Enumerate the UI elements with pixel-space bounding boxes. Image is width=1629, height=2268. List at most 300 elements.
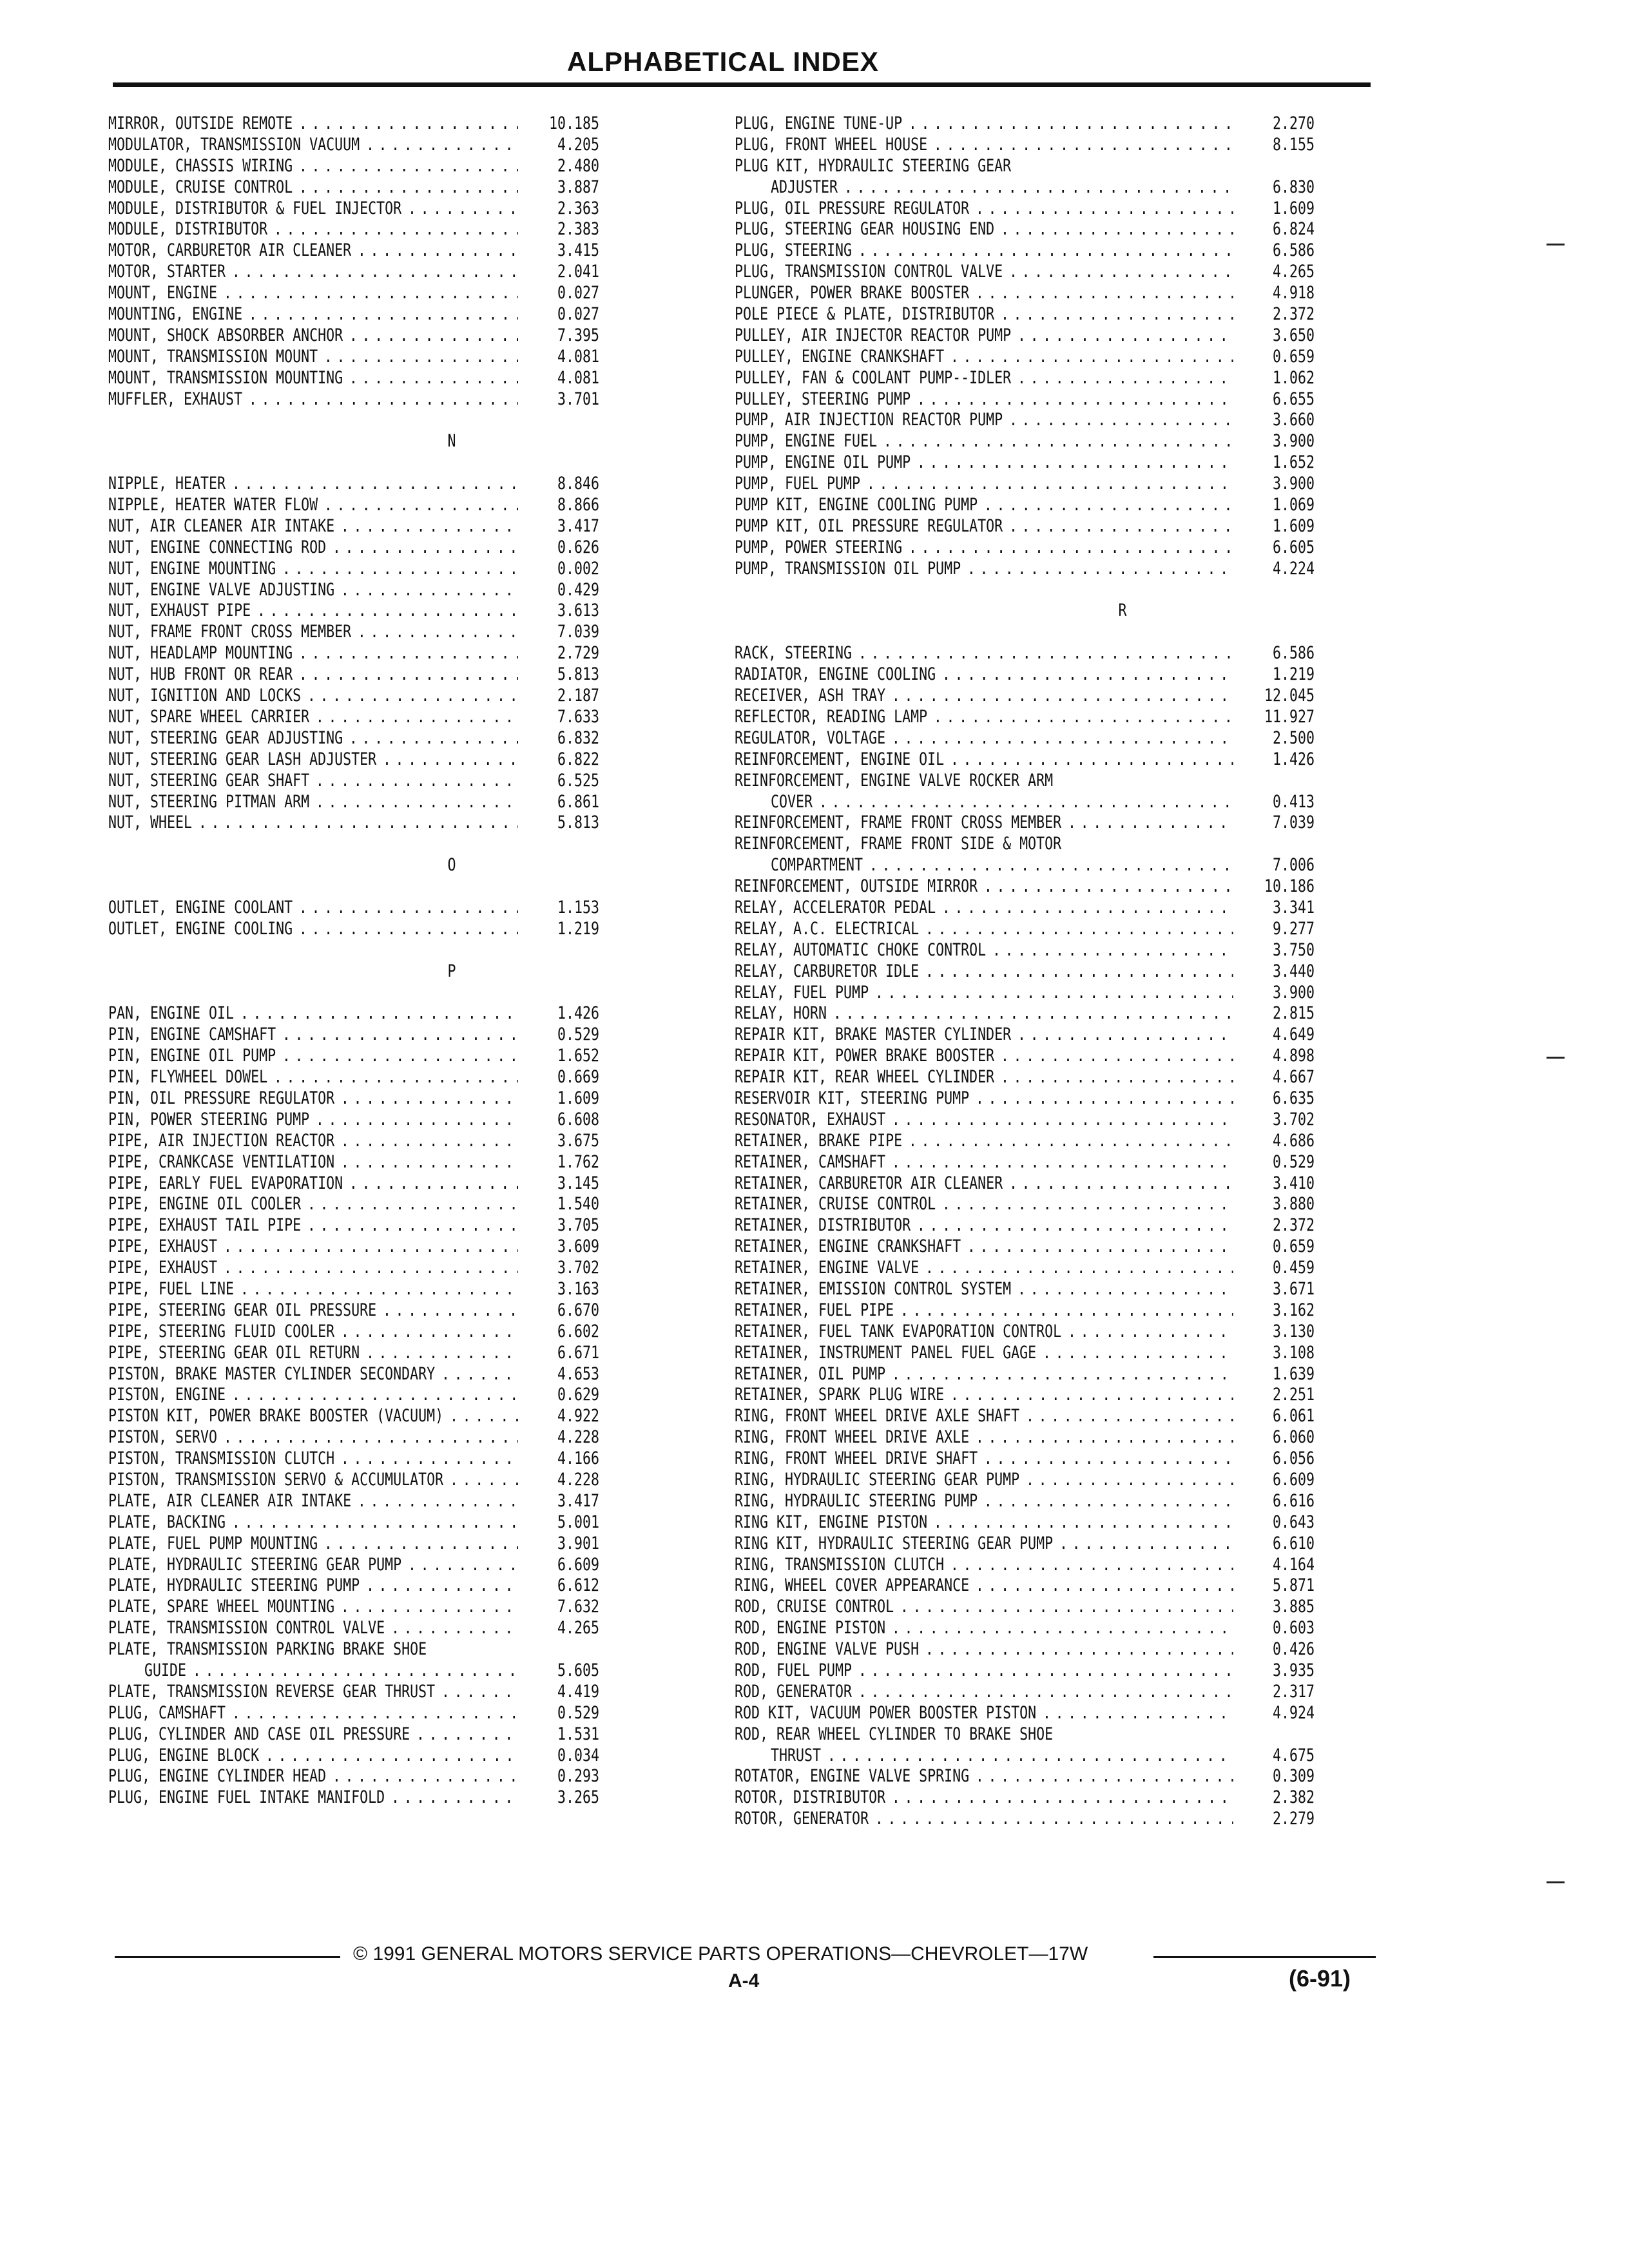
entry-label: NUT, STEERING PITMAN ARM . . . [108, 792, 518, 812]
entry-label: ROD, GENERATOR . . . [735, 1682, 1233, 1702]
entry-label: ROD, ENGINE VALVE PUSH . . . [735, 1639, 1233, 1659]
entry-label: PIN, ENGINE OIL PUMP . . . [108, 1046, 518, 1066]
entry-group-number: 2.372 [1272, 1215, 1315, 1236]
entry-group-number: 0.426 [1272, 1639, 1315, 1660]
entry-group-number: 0.643 [1272, 1512, 1315, 1532]
entry-group-number: 6.609 [1272, 1470, 1315, 1490]
entry-group-number: 1.062 [1272, 367, 1315, 388]
index-entry [108, 495, 599, 516]
index-entry [108, 1491, 599, 1512]
index-entry [735, 389, 1315, 410]
entry-group-number: 5.871 [1272, 1575, 1315, 1596]
entry-group-number: 6.655 [1272, 389, 1315, 409]
entry-group-number: 3.341 [1272, 897, 1315, 918]
entry-group-number: 6.586 [1272, 643, 1315, 664]
entry-group-number: 1.219 [1272, 664, 1315, 685]
index-entry [735, 1364, 1315, 1385]
entry-group-number: 4.228 [557, 1427, 599, 1448]
entry-label: RETAINER, BRAKE PIPE . . . [735, 1131, 1233, 1151]
spacer [735, 622, 1315, 643]
index-entry [735, 452, 1315, 474]
entry-group-number: 3.701 [557, 389, 599, 409]
entry-group-number: 0.429 [557, 579, 599, 600]
index-entry [108, 1639, 599, 1660]
page-number: A-4 [728, 1970, 760, 1992]
entry-group-number: 4.205 [557, 134, 599, 155]
entry-label: RING, HYDRAULIC STEERING PUMP . . . [735, 1491, 1233, 1511]
entry-label: RELAY, A.C. ELECTRICAL . . . [735, 919, 1233, 939]
index-entry [735, 1724, 1315, 1745]
index-entry [735, 1491, 1315, 1512]
index-entry [735, 156, 1315, 177]
entry-group-number: 6.832 [557, 727, 599, 748]
entry-label: NUT, EXHAUST PIPE . . . [108, 601, 518, 620]
entry-label: PLATE, SPARE WHEEL MOUNTING . . . [108, 1597, 518, 1617]
entry-label: PIPE, CRANKCASE VENTILATION . . . [108, 1152, 518, 1172]
entry-label: RELAY, ACCELERATOR PEDAL . . . [735, 898, 1233, 918]
index-entry [735, 1088, 1315, 1110]
index-entry [735, 707, 1315, 728]
entry-group-number: 1.762 [557, 1151, 599, 1172]
index-entry [735, 1110, 1315, 1131]
entry-label: RETAINER, DISTRIBUTOR . . . [735, 1215, 1233, 1235]
entry-label: PLUG, ENGINE BLOCK . . . [108, 1745, 518, 1765]
entry-group-number: 0.603 [1272, 1618, 1315, 1639]
index-entry-continuation [735, 1745, 1315, 1767]
index-entry [108, 1448, 599, 1470]
entry-label: RING, HYDRAULIC STEERING GEAR PUMP . . . [735, 1470, 1233, 1490]
index-entry [735, 1597, 1315, 1618]
entry-label: RESONATOR, EXHAUST . . . [735, 1110, 1233, 1129]
entry-label: MODULE, CRUISE CONTROL . . . [108, 177, 518, 197]
entry-group-number: 3.108 [1272, 1342, 1315, 1363]
entry-label: PAN, ENGINE OIL . . . [108, 1003, 518, 1023]
entry-group-number: 2.041 [557, 262, 599, 282]
index-entry [108, 1512, 599, 1533]
entry-group-number: 6.060 [1272, 1427, 1315, 1448]
entry-label: ROTOR, GENERATOR . . . [735, 1809, 1233, 1829]
entry-label: PIN, FLYWHEEL DOWEL . . . [108, 1067, 518, 1087]
spacer [108, 876, 599, 898]
spacer [108, 834, 599, 855]
entry-label: PLUG, FRONT WHEEL HOUSE . . . [735, 135, 1233, 155]
entry-label: PLATE, AIR CLEANER AIR INTAKE . . . [108, 1491, 518, 1511]
section-letter: N [447, 431, 456, 452]
entry-group-number: 3.702 [1272, 1109, 1315, 1129]
entry-label: OUTLET, ENGINE COOLING . . . [108, 919, 518, 939]
entry-group-number: 1.652 [1272, 452, 1315, 473]
left-index-column [108, 113, 599, 1809]
entry-label: PIN, POWER STEERING PUMP . . . [108, 1110, 518, 1129]
entry-group-number: 0.529 [1272, 1151, 1315, 1172]
entry-label: RING KIT, ENGINE PISTON . . . [735, 1512, 1233, 1532]
index-entry [108, 1766, 599, 1787]
entry-label: PISTON KIT, POWER BRAKE BOOSTER (VACUUM) . . . [108, 1406, 518, 1426]
entry-label: PUMP, ENGINE FUEL . . . [735, 431, 1233, 451]
entry-label: REINFORCEMENT, FRAME FRONT SIDE & MOTOR [735, 834, 1062, 854]
entry-label: PISTON, ENGINE . . . [108, 1385, 518, 1405]
entry-label: PLATE, TRANSMISSION REVERSE GEAR THRUST . . . [108, 1682, 518, 1702]
entry-group-number: 1.531 [557, 1724, 599, 1744]
entry-label: PULLEY, AIR INJECTOR REACTOR PUMP . . . [735, 325, 1233, 345]
entry-group-number: 1.609 [1272, 198, 1315, 218]
entry-group-number: 7.633 [557, 706, 599, 727]
entry-group-number: 0.529 [557, 1702, 599, 1723]
entry-label: MOTOR, CARBURETOR AIR CLEANER . . . [108, 240, 518, 260]
entry-group-number: 4.164 [1272, 1554, 1315, 1575]
section-letter: P [447, 961, 456, 981]
index-entry [735, 1321, 1315, 1343]
entry-group-number: 4.922 [557, 1406, 599, 1427]
entry-group-number: 4.898 [1272, 1046, 1315, 1066]
index-entry [108, 1300, 599, 1321]
entry-group-number: 3.900 [1272, 474, 1315, 494]
index-entry [108, 1131, 599, 1152]
entry-label: PUMP KIT, ENGINE COOLING PUMP . . . [735, 495, 1233, 515]
spacer [108, 410, 599, 431]
entry-group-number: 3.613 [557, 601, 599, 621]
index-entry [108, 771, 599, 792]
index-entry [108, 177, 599, 198]
spacer [108, 452, 599, 474]
index-entry [735, 1300, 1315, 1321]
entry-label: RACK, STEERING . . . [735, 643, 1233, 663]
index-entry [108, 1088, 599, 1110]
entry-group-number: 3.880 [1272, 1194, 1315, 1215]
spacer [108, 983, 599, 1004]
entry-group-number: 1.639 [1272, 1363, 1315, 1384]
entry-label: RETAINER, ENGINE CRANKSHAFT . . . [735, 1236, 1233, 1256]
index-entry [108, 368, 599, 389]
entry-group-number: 6.822 [557, 749, 599, 769]
index-entry [108, 1618, 599, 1639]
index-entry [108, 1703, 599, 1724]
entry-group-number: 3.410 [1272, 1173, 1315, 1193]
entry-label: RETAINER, CARBURETOR AIR CLEANER . . . [735, 1173, 1233, 1193]
entry-label: NUT, WHEEL . . . [108, 812, 518, 832]
index-entry [735, 812, 1315, 834]
entry-label: NUT, ENGINE MOUNTING . . . [108, 559, 518, 579]
entry-group-number: 12.045 [1264, 686, 1315, 706]
entry-group-number: 9.277 [1272, 918, 1315, 939]
entry-group-number: 0.027 [557, 283, 599, 303]
entry-label: RETAINER, FUEL TANK EVAPORATION CONTROL . . . [735, 1321, 1233, 1341]
entry-label: PLATE, HYDRAULIC STEERING GEAR PUMP . . . [108, 1555, 518, 1575]
entry-group-number: 4.166 [557, 1448, 599, 1469]
index-entry [735, 474, 1315, 495]
index-entry [735, 1279, 1315, 1300]
entry-group-number: 3.415 [557, 240, 599, 261]
entry-group-number: 4.228 [557, 1470, 599, 1490]
entry-label: PIPE, STEERING GEAR OIL PRESSURE . . . [108, 1300, 518, 1320]
entry-label: ROTOR, DISTRIBUTOR . . . [735, 1787, 1233, 1807]
entry-label: PIPE, STEERING FLUID COOLER . . . [108, 1321, 518, 1341]
entry-label: MOUNT, TRANSMISSION MOUNT . . . [108, 347, 518, 367]
index-entry [108, 728, 599, 749]
index-entry-continuation [108, 1660, 599, 1682]
index-entry [108, 643, 599, 664]
entry-label: MIRROR, OUTSIDE REMOTE . . . [108, 113, 518, 133]
index-entry [735, 1427, 1315, 1448]
index-entry [108, 1364, 599, 1385]
index-entry [735, 1448, 1315, 1470]
entry-label: PLUG, ENGINE FUEL INTAKE MANIFOLD . . . [108, 1787, 518, 1807]
section-letter-heading [108, 431, 599, 452]
entry-group-number: 3.885 [1272, 1597, 1315, 1617]
entry-group-number: 0.034 [557, 1745, 599, 1765]
index-entry-continuation [735, 792, 1315, 813]
entry-group-number: 0.027 [557, 304, 599, 325]
index-entry [735, 1787, 1315, 1809]
entry-group-number: 6.610 [1272, 1533, 1315, 1553]
entry-group-number: 3.887 [557, 177, 599, 197]
entry-label: MOTOR, STARTER . . . [108, 262, 518, 282]
entry-label: REINFORCEMENT, FRAME FRONT CROSS MEMBER . . . [735, 812, 1233, 832]
index-entry [735, 1236, 1315, 1258]
entry-group-number: 3.702 [557, 1258, 599, 1278]
entry-label: PIPE, EARLY FUEL EVAPORATION . . . [108, 1173, 518, 1193]
entry-label: ROD, ENGINE PISTON . . . [735, 1618, 1233, 1638]
entry-group-number: 2.270 [1272, 113, 1315, 133]
entry-group-number: 6.861 [557, 791, 599, 812]
index-entry [735, 198, 1315, 220]
entry-label: NUT, SPARE WHEEL CARRIER . . . [108, 707, 518, 727]
entry-group-number: 0.659 [1272, 1236, 1315, 1257]
index-entry [108, 240, 599, 262]
entry-label: PLUG, OIL PRESSURE REGULATOR . . . [735, 198, 1233, 218]
title-rule [113, 82, 1371, 87]
entry-label: PIN, ENGINE CAMSHAFT . . . [108, 1024, 518, 1044]
entry-group-number: 7.395 [557, 325, 599, 345]
entry-group-number: 5.813 [557, 812, 599, 833]
entry-label: PULLEY, FAN & COOLANT PUMP--IDLER . . . [735, 368, 1233, 388]
entry-label: NIPPLE, HEATER . . . [108, 474, 518, 494]
entry-group-number: 11.927 [1264, 706, 1315, 727]
entry-label: RETAINER, INSTRUMENT PANEL FUEL GAGE . . . [735, 1343, 1233, 1363]
index-entry [735, 728, 1315, 749]
index-entry [108, 580, 599, 601]
index-entry [735, 347, 1315, 368]
entry-label: RING, FRONT WHEEL DRIVE AXLE . . . [735, 1427, 1233, 1447]
index-entry [108, 516, 599, 537]
footer-rule [1153, 1956, 1376, 1958]
entry-label: PLATE, TRANSMISSION CONTROL VALVE . . . [108, 1618, 518, 1638]
entry-label: PISTON, TRANSMISSION CLUTCH . . . [108, 1448, 518, 1468]
index-entry [735, 1703, 1315, 1724]
entry-label: NUT, ENGINE VALVE ADJUSTING . . . [108, 580, 518, 600]
index-entry [108, 1343, 599, 1364]
entry-group-number: 3.660 [1272, 410, 1315, 430]
index-entry [735, 749, 1315, 771]
entry-group-number: 0.629 [557, 1385, 599, 1405]
entry-group-number: 5.605 [557, 1660, 599, 1681]
entry-label: RETAINER, EMISSION CONTROL SYSTEM . . . [735, 1279, 1233, 1299]
entry-group-number: 5.001 [557, 1512, 599, 1532]
entry-group-number: 3.440 [1272, 961, 1315, 981]
entry-group-number: 2.279 [1272, 1809, 1315, 1829]
entry-group-number: 1.426 [557, 1003, 599, 1024]
index-entry [735, 771, 1315, 792]
entry-label: RELAY, FUEL PUMP . . . [735, 983, 1233, 1003]
entry-label: GUIDE . . . [108, 1660, 518, 1680]
entry-label: NUT, STEERING GEAR SHAFT . . . [108, 771, 518, 791]
entry-group-number: 3.650 [1272, 325, 1315, 345]
index-entry [735, 1173, 1315, 1195]
index-entry [108, 812, 599, 834]
index-entry [108, 1745, 599, 1767]
entry-group-number: 1.609 [1272, 515, 1315, 536]
entry-group-number: 0.626 [557, 537, 599, 557]
entry-label: PULLEY, STEERING PUMP . . . [735, 389, 1233, 409]
entry-group-number: 4.653 [557, 1363, 599, 1384]
entry-label: REPAIR KIT, POWER BRAKE BOOSTER . . . [735, 1046, 1233, 1066]
entry-group-number: 4.649 [1272, 1024, 1315, 1045]
index-entry [108, 1406, 599, 1427]
index-entry [735, 1406, 1315, 1427]
index-entry [735, 686, 1315, 707]
entry-label: NUT, STEERING GEAR ADJUSTING . . . [108, 728, 518, 748]
index-entry [735, 431, 1315, 452]
entry-group-number: 4.924 [1272, 1702, 1315, 1723]
index-entry [108, 135, 599, 156]
entry-group-number: 0.659 [1272, 346, 1315, 367]
index-entry [735, 876, 1315, 898]
entry-group-number: 3.705 [557, 1215, 599, 1236]
entry-label: RELAY, CARBURETOR IDLE . . . [735, 961, 1233, 981]
entry-label: NUT, HUB FRONT OR REAR . . . [108, 664, 518, 684]
entry-group-number: 10.186 [1264, 876, 1315, 897]
entry-group-number: 4.081 [557, 346, 599, 367]
entry-label: PLUG, ENGINE CYLINDER HEAD . . . [108, 1766, 518, 1786]
entry-group-number: 3.609 [557, 1236, 599, 1257]
entry-label: PUMP, TRANSMISSION OIL PUMP . . . [735, 559, 1233, 579]
margin-mark [1547, 1057, 1565, 1059]
entry-group-number: 4.265 [1272, 262, 1315, 282]
section-letter-heading [108, 855, 599, 876]
entry-group-number: 3.265 [557, 1787, 599, 1808]
entry-label: PIPE, STEERING GEAR OIL RETURN . . . [108, 1343, 518, 1363]
entry-label: THRUST . . . [735, 1745, 1233, 1765]
entry-label: NUT, FRAME FRONT CROSS MEMBER . . . [108, 622, 518, 642]
entry-group-number: 1.652 [557, 1046, 599, 1066]
entry-label: COMPARTMENT . . . [735, 855, 1233, 875]
entry-group-number: 2.251 [1272, 1385, 1315, 1405]
entry-group-number: 2.383 [557, 219, 599, 240]
entry-label: REPAIR KIT, REAR WHEEL CYLINDER . . . [735, 1067, 1233, 1087]
entry-label: POLE PIECE & PLATE, DISTRIBUTOR . . . [735, 304, 1233, 324]
entry-label: NIPPLE, HEATER WATER FLOW . . . [108, 495, 518, 515]
index-entry [108, 283, 599, 304]
entry-label: PIPE, ENGINE OIL COOLER . . . [108, 1194, 518, 1214]
entry-label: PLUG, ENGINE TUNE-UP . . . [735, 113, 1233, 133]
entry-group-number: 6.061 [1272, 1406, 1315, 1427]
entry-label: ROD KIT, VACUUM POWER BOOSTER PISTON . . . [735, 1703, 1233, 1723]
entry-label: ROD, CRUISE CONTROL . . . [735, 1597, 1233, 1617]
entry-group-number: 0.002 [557, 558, 599, 579]
entry-label: ADJUSTER . . . [735, 177, 1233, 197]
index-entry [735, 495, 1315, 516]
entry-group-number: 0.459 [1272, 1258, 1315, 1278]
index-entry [108, 1597, 599, 1618]
index-entry [108, 474, 599, 495]
entry-group-number: 2.729 [557, 643, 599, 664]
entry-group-number: 0.309 [1272, 1766, 1315, 1787]
index-entry [735, 283, 1315, 304]
index-entry [735, 262, 1315, 283]
entry-label: REINFORCEMENT, OUTSIDE MIRROR . . . [735, 876, 1233, 896]
index-entry [108, 1533, 599, 1555]
index-entry [108, 1279, 599, 1300]
entry-label: REINFORCEMENT, ENGINE OIL . . . [735, 749, 1233, 769]
entry-label: PLUG, CAMSHAFT . . . [108, 1703, 518, 1723]
index-entry-continuation [735, 855, 1315, 876]
entry-group-number: 6.612 [557, 1575, 599, 1596]
entry-label: ROTATOR, ENGINE VALVE SPRING . . . [735, 1766, 1233, 1786]
entry-label: PULLEY, ENGINE CRANKSHAFT . . . [735, 347, 1233, 367]
index-entry [735, 1003, 1315, 1024]
entry-label: REINFORCEMENT, ENGINE VALVE ROCKER ARM [735, 770, 1054, 791]
index-entry [735, 1343, 1315, 1364]
index-entry [108, 1575, 599, 1597]
entry-group-number: 7.632 [557, 1597, 599, 1617]
index-entry [108, 1003, 599, 1024]
entry-label: PIPE, EXHAUST . . . [108, 1258, 518, 1278]
index-entry [735, 1766, 1315, 1787]
entry-label: RETAINER, CAMSHAFT . . . [735, 1152, 1233, 1172]
index-entry [735, 1024, 1315, 1046]
index-entry [108, 389, 599, 410]
index-entry [735, 919, 1315, 940]
entry-label: PISTON, TRANSMISSION SERVO & ACCUMULATOR . . . [108, 1470, 518, 1490]
entry-group-number: 3.750 [1272, 939, 1315, 960]
index-entry [108, 219, 599, 240]
index-entry [108, 537, 599, 559]
entry-group-number: 4.224 [1272, 558, 1315, 579]
entry-group-number: 6.670 [557, 1300, 599, 1320]
entry-label: PLATE, FUEL PUMP MOUNTING . . . [108, 1533, 518, 1553]
index-entry [108, 919, 599, 940]
entry-group-number: 6.605 [1272, 537, 1315, 557]
entry-group-number: 3.675 [557, 1130, 599, 1151]
entry-group-number: 3.901 [557, 1533, 599, 1553]
entry-group-number: 6.608 [557, 1109, 599, 1129]
entry-label: MOUNT, SHOCK ABSORBER ANCHOR . . . [108, 325, 518, 345]
entry-label: RELAY, AUTOMATIC CHOKE CONTROL . . . [735, 940, 1233, 960]
section-letter: O [447, 855, 456, 876]
entry-group-number: 2.382 [1272, 1787, 1315, 1808]
entry-group-number: 7.039 [557, 622, 599, 642]
footer-copyright: © 1991 GENERAL MOTORS SERVICE PARTS OPERATIONS—CHEVROLET—17W [353, 1943, 1088, 1965]
entry-label: RADIATOR, ENGINE COOLING . . . [735, 664, 1233, 684]
entry-label: MODULE, DISTRIBUTOR . . . [108, 219, 518, 239]
page-title: ALPHABETICAL INDEX [567, 46, 879, 77]
entry-label: PIPE, AIR INJECTION REACTOR . . . [108, 1131, 518, 1151]
index-entry [735, 1152, 1315, 1173]
margin-mark [1547, 1881, 1565, 1883]
index-entry [108, 113, 599, 135]
index-entry [735, 559, 1315, 580]
entry-label: MOUNT, ENGINE . . . [108, 283, 518, 303]
footer-rule [115, 1956, 340, 1958]
index-entry [108, 559, 599, 580]
entry-group-number: 0.413 [1272, 791, 1315, 812]
entry-label: RING, TRANSMISSION CLUTCH . . . [735, 1555, 1233, 1575]
entry-label: PLUG KIT, HYDRAULIC STEERING GEAR [735, 155, 1012, 176]
entry-group-number: 1.540 [557, 1194, 599, 1215]
entry-group-number: 1.153 [557, 897, 599, 918]
entry-group-number: 1.069 [1272, 495, 1315, 515]
entry-label: RESERVOIR KIT, STEERING PUMP . . . [735, 1088, 1233, 1108]
